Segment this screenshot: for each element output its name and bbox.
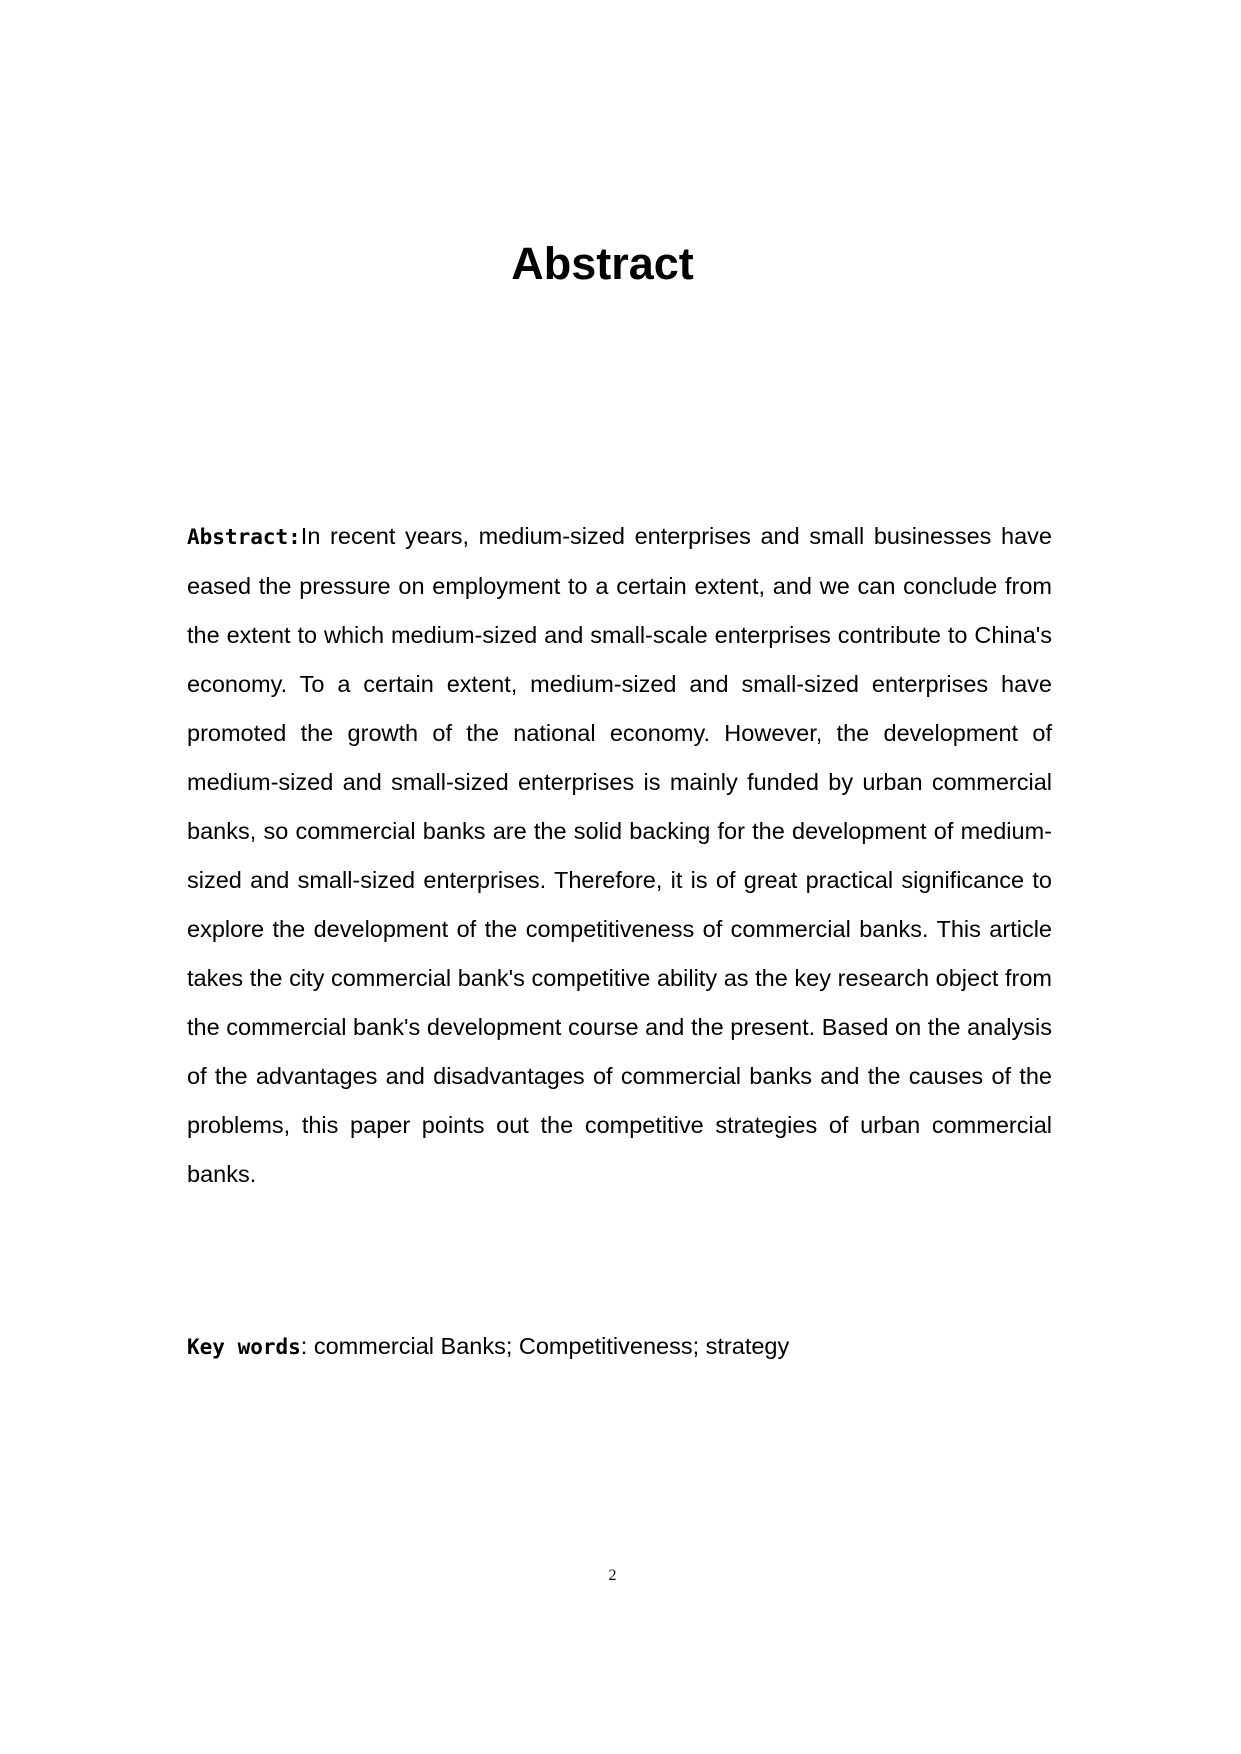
keywords-line (187, 1322, 1052, 1372)
abstract-paragraph (187, 512, 1052, 1199)
keywords-text: commercial Banks; Competitiveness; strategy (307, 1333, 790, 1359)
page-title: Abstract (511, 238, 694, 289)
keywords-label: Key words (187, 1335, 301, 1359)
keywords-separator: : (300, 1333, 308, 1359)
page-number-value: 2 (608, 1567, 617, 1584)
abstract-text: In recent years, medium-sized enterprises and small businesses have eased the pressure on employment to a certain extent, and we can conclude from the extent to which medium-sized and small-scale enterprises contribute to China's economy. To a certain extent, medium-sized and small-sized enterprises have promoted the growth of the national economy. However, the development of medium-sized and small-sized enterprises is mainly funded by urban commercial banks, so commercial banks are the solid backing for the development of medium-sized and small-sized enterprises. Therefore, it is of great practical significance to explore the development of the competitiveness of commercial banks. This article takes the city commercial bank's competitive ability as the key research object from the commercial bank's development course and the present. Based on the analysis of the advantages and disadvantages of commercial banks and the causes of the problems, this paper points out the competitive strategies of urban commercial banks. (187, 523, 1052, 1187)
page-number (0, 1566, 1241, 1586)
abstract-label: Abstract: (187, 525, 301, 549)
